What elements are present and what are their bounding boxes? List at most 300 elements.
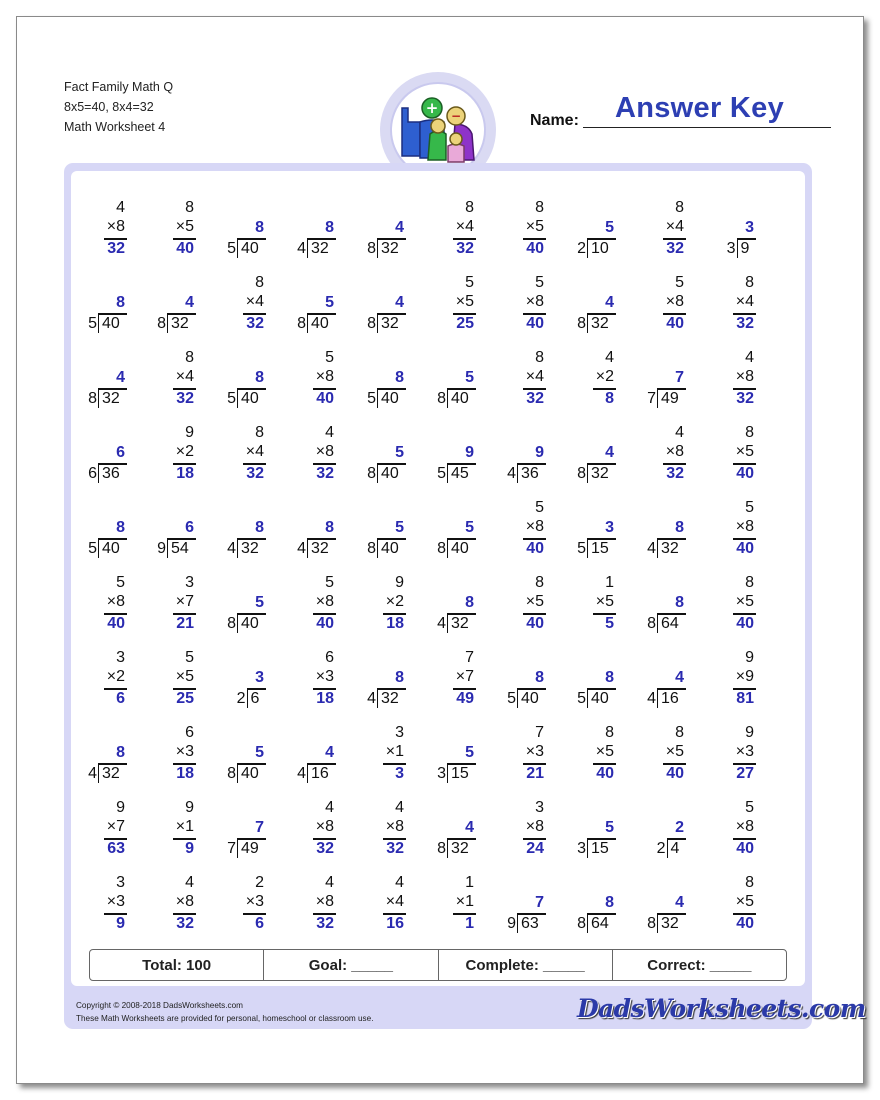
quotient-answer: 8: [325, 219, 334, 236]
product-answer: 40: [736, 465, 754, 482]
division-problem: [114, 294, 194, 334]
multiplicand: 5: [325, 574, 334, 591]
product-answer: 32: [666, 465, 684, 482]
dividend: 16: [311, 765, 329, 782]
multiplication-problem: [55, 574, 125, 634]
division-problem: [464, 669, 544, 709]
multiplicand: 4: [325, 874, 334, 891]
multiplier: ×8: [665, 443, 684, 460]
multiplicand: 5: [325, 349, 334, 366]
divisor: 8: [157, 315, 166, 332]
division-problem: [534, 669, 614, 709]
product-answer: 32: [246, 315, 264, 332]
answer-key-label: Answer Key: [615, 92, 785, 124]
product-answer: 8: [605, 390, 614, 407]
multiplier: ×8: [735, 368, 754, 385]
multiplication-problem: [194, 874, 264, 934]
dividend: 32: [661, 540, 679, 557]
divisor: 8: [88, 390, 97, 407]
dividend: 32: [171, 315, 189, 332]
divisor: 4: [647, 690, 656, 707]
divisor: 8: [367, 465, 376, 482]
division-problem: [534, 819, 614, 859]
dividend: 32: [451, 615, 469, 632]
correct-cell[interactable]: Correct: _____: [647, 956, 752, 974]
dividend: 36: [102, 465, 120, 482]
divisor: 9: [157, 540, 166, 557]
product-answer: 32: [666, 240, 684, 257]
multiplier: ×8: [315, 818, 334, 835]
divisor: 8: [437, 540, 446, 557]
dividend: 40: [451, 390, 469, 407]
multiplier: ×3: [175, 743, 194, 760]
multiplication-problem: [264, 799, 334, 859]
multiplier: ×8: [665, 293, 684, 310]
multiplication-problem: [124, 424, 194, 484]
quotient-answer: 7: [535, 894, 544, 911]
division-problem: [464, 894, 544, 934]
multiplier: ×2: [106, 668, 125, 685]
division-problem: [464, 444, 544, 484]
dividend: 36: [521, 465, 539, 482]
dividend: 40: [521, 690, 539, 707]
dividend: 4: [670, 840, 680, 857]
divisor: 8: [227, 765, 236, 782]
dividend: 63: [521, 915, 539, 932]
multiplication-problem: [474, 349, 544, 409]
quotient-answer: 5: [465, 369, 474, 386]
division-problem: [394, 369, 474, 409]
multiplier: ×8: [315, 368, 334, 385]
multiplicand: 8: [185, 199, 194, 216]
multiplier: ×3: [315, 668, 334, 685]
product-answer: 40: [736, 540, 754, 557]
division-problem: [534, 219, 614, 259]
divisor: 5: [88, 315, 97, 332]
multiplicand: 4: [116, 199, 125, 216]
quotient-answer: 4: [185, 294, 194, 311]
quotient-answer: 5: [255, 744, 264, 761]
dividend: 40: [241, 240, 259, 257]
divisor: 3: [726, 240, 736, 257]
multiplicand: 8: [255, 424, 264, 441]
multiplier: ×3: [245, 893, 264, 910]
product-answer: 40: [316, 390, 334, 407]
multiplier: ×1: [385, 743, 404, 760]
product-answer: 9: [116, 915, 125, 932]
divisor: 8: [437, 390, 446, 407]
multiplication-problem: [614, 274, 684, 334]
divisor: 4: [297, 240, 306, 257]
multiplier: ×2: [385, 593, 404, 610]
divisor: 5: [227, 390, 236, 407]
multiplier: ×5: [735, 893, 754, 910]
product-answer: 32: [246, 465, 264, 482]
division-problem: [394, 519, 474, 559]
worksheet-number: Math Worksheet 4: [64, 120, 166, 134]
multiplier: ×1: [175, 818, 194, 835]
quotient-answer: 7: [255, 819, 264, 836]
quotient-answer: 8: [255, 219, 264, 236]
dividend: 9: [740, 240, 750, 257]
dividend: 32: [661, 915, 679, 932]
divisor: 2: [577, 240, 586, 257]
division-problem: [254, 219, 334, 259]
multiplication-problem: [684, 874, 754, 934]
multiplicand: 4: [185, 874, 194, 891]
quotient-answer: 8: [255, 369, 264, 386]
product-answer: 32: [316, 915, 334, 932]
multiplication-problem: [684, 499, 754, 559]
multiplication-problem: [55, 649, 125, 709]
divisor: 8: [577, 915, 586, 932]
divisor: 7: [227, 840, 236, 857]
complete-cell[interactable]: Complete: _____: [439, 950, 613, 980]
multiplier: ×5: [595, 743, 614, 760]
divisor: 2: [236, 690, 246, 707]
division-problem: [45, 744, 125, 784]
multiplicand: 2: [255, 874, 264, 891]
product-answer: 40: [736, 840, 754, 857]
copyright-block: [76, 999, 373, 1025]
multiplicand: 8: [465, 199, 474, 216]
divisor: 5: [507, 690, 516, 707]
minus-sign: −: [450, 109, 462, 123]
product-answer: 40: [666, 765, 684, 782]
worksheet-title: Fact Family Math Q: [64, 80, 174, 94]
multiplication-problem: [404, 274, 474, 334]
multiplier: ×5: [525, 218, 544, 235]
division-problem: [534, 294, 614, 334]
multiplier: ×1: [455, 893, 474, 910]
dividend: 40: [311, 315, 329, 332]
product-answer: 40: [736, 915, 754, 932]
division-problem: [394, 744, 474, 784]
product-answer: 24: [526, 840, 544, 857]
division-problem: [604, 669, 684, 709]
multiplication-problem: [474, 574, 544, 634]
multiplicand: 9: [395, 574, 404, 591]
copyright-text: Copyright © 2008-2018 DadsWorksheets.com: [76, 1001, 243, 1010]
multiplicand: 3: [116, 649, 125, 666]
division-problem: [534, 894, 614, 934]
quotient-answer: 6: [185, 519, 194, 536]
multiplier: ×5: [735, 443, 754, 460]
dividend: 45: [451, 465, 469, 482]
product-answer: 81: [736, 690, 754, 707]
multiplicand: 4: [395, 799, 404, 816]
multiplicand: 8: [745, 874, 754, 891]
divisor: 4: [647, 540, 656, 557]
multiplicand: 8: [605, 724, 614, 741]
division-problem: [45, 294, 125, 334]
quotient-answer: 9: [465, 444, 474, 461]
division-problem: [394, 444, 474, 484]
division-problem: [604, 519, 684, 559]
divisor: 9: [507, 915, 516, 932]
product-answer: 25: [456, 315, 474, 332]
dividend: 40: [102, 315, 120, 332]
divisor: 8: [577, 315, 586, 332]
division-problem: [604, 894, 684, 934]
division-problem: [45, 369, 125, 409]
quotient-answer: 8: [395, 669, 404, 686]
quotient-answer: 4: [116, 369, 125, 386]
product-answer: 32: [316, 465, 334, 482]
product-answer: 40: [596, 765, 614, 782]
quotient-answer: 4: [395, 294, 404, 311]
quotient-answer: 8: [675, 594, 684, 611]
division-problem: [324, 444, 404, 484]
quotient-answer: 4: [325, 744, 334, 761]
multiplier: ×2: [595, 368, 614, 385]
dividend: 40: [241, 390, 259, 407]
dividend: 32: [311, 540, 329, 557]
division-problem: [184, 519, 264, 559]
multiplication-problem: [55, 199, 125, 259]
quotient-answer: 8: [465, 594, 474, 611]
dividend: 40: [241, 615, 259, 632]
quotient-answer: 4: [465, 819, 474, 836]
multiplier: ×8: [735, 818, 754, 835]
product-answer: 32: [736, 390, 754, 407]
division-problem: [254, 744, 334, 784]
divisor: 4: [367, 690, 376, 707]
divisor: 8: [577, 465, 586, 482]
multiplicand: 9: [185, 424, 194, 441]
product-answer: 40: [526, 315, 544, 332]
dividend: 32: [311, 240, 329, 257]
multiplicand: 9: [745, 724, 754, 741]
multiplicand: 8: [745, 424, 754, 441]
divisor: 3: [577, 840, 586, 857]
divisor: 8: [647, 615, 656, 632]
multiplicand: 7: [535, 724, 544, 741]
multiplicand: 5: [465, 274, 474, 291]
multiplicand: 4: [395, 874, 404, 891]
multiplier: ×3: [525, 743, 544, 760]
multiplicand: 9: [185, 799, 194, 816]
division-problem: [184, 219, 264, 259]
quotient-answer: 8: [325, 519, 334, 536]
multiplicand: 4: [325, 799, 334, 816]
quotient-answer: 4: [605, 444, 614, 461]
product-answer: 21: [526, 765, 544, 782]
dividend: 49: [241, 840, 259, 857]
product-answer: 40: [107, 615, 125, 632]
multiplier: ×8: [735, 518, 754, 535]
multiplier: ×8: [106, 593, 125, 610]
dividend: 40: [381, 390, 399, 407]
goal-cell[interactable]: Goal: _____: [264, 950, 438, 980]
divisor: 8: [227, 615, 236, 632]
dividend: 32: [381, 315, 399, 332]
multiplication-problem: [684, 424, 754, 484]
divisor: 4: [297, 540, 306, 557]
quotient-answer: 4: [395, 219, 404, 236]
multiplier: ×4: [245, 293, 264, 310]
dividend: 16: [661, 690, 679, 707]
product-answer: 18: [316, 690, 334, 707]
brand-logo: DadsWorksheets.com: [577, 994, 866, 1023]
multiplication-problem: [124, 874, 194, 934]
multiplicand: 4: [605, 349, 614, 366]
division-problem: [324, 369, 404, 409]
dividend: 40: [241, 765, 259, 782]
quotient-answer: 5: [395, 444, 404, 461]
multiplier: ×7: [455, 668, 474, 685]
multiplier: ×3: [106, 893, 125, 910]
quotient-answer: 7: [675, 369, 684, 386]
product-answer: 40: [736, 615, 754, 632]
multiplicand: 8: [535, 199, 544, 216]
divisor: 5: [437, 465, 446, 482]
divisor: 3: [437, 765, 446, 782]
divisor: 7: [647, 390, 656, 407]
multiplicand: 4: [745, 349, 754, 366]
divisor: 6: [88, 465, 97, 482]
multiplier: ×7: [175, 593, 194, 610]
product-answer: 40: [316, 615, 334, 632]
multiplier: ×4: [525, 368, 544, 385]
product-answer: 3: [395, 765, 404, 782]
division-problem: [604, 819, 684, 859]
dividend: 15: [591, 540, 609, 557]
quotient-answer: 8: [116, 294, 125, 311]
division-problem: [534, 444, 614, 484]
division-problem: [184, 594, 264, 634]
multiplier: ×5: [175, 668, 194, 685]
quotient-answer: 3: [605, 519, 614, 536]
dividend: 32: [381, 240, 399, 257]
multiplier: ×5: [525, 593, 544, 610]
division-problem: [254, 519, 334, 559]
product-answer: 49: [456, 690, 474, 707]
multiplier: ×8: [525, 518, 544, 535]
quotient-answer: 8: [116, 519, 125, 536]
quotient-answer: 8: [605, 669, 614, 686]
multiplicand: 9: [116, 799, 125, 816]
divisor: 4: [88, 765, 97, 782]
multiplier: ×8: [525, 293, 544, 310]
multiplication-problem: [474, 724, 544, 784]
multiplier: ×8: [385, 818, 404, 835]
quotient-answer: 5: [325, 294, 334, 311]
multiplier: ×2: [175, 443, 194, 460]
product-answer: 32: [526, 390, 544, 407]
multiplicand: 8: [675, 199, 684, 216]
quotient-answer: 3: [255, 669, 264, 686]
dividend: 40: [451, 540, 469, 557]
divisor: 5: [367, 390, 376, 407]
multiplication-problem: [264, 874, 334, 934]
quotient-answer: 8: [675, 519, 684, 536]
product-answer: 18: [176, 765, 194, 782]
multiplier: ×4: [245, 443, 264, 460]
divisor: 5: [577, 690, 586, 707]
quotient-answer: 6: [116, 444, 125, 461]
multiplication-problem: [614, 724, 684, 784]
division-problem: [324, 519, 404, 559]
product-answer: 32: [107, 240, 125, 257]
product-answer: 32: [386, 840, 404, 857]
dividend: 32: [381, 690, 399, 707]
product-answer: 25: [176, 690, 194, 707]
multiplicand: 8: [745, 274, 754, 291]
product-answer: 16: [386, 915, 404, 932]
divisor: 5: [88, 540, 97, 557]
quotient-answer: 4: [675, 894, 684, 911]
multiplication-problem: [614, 424, 684, 484]
quotient-answer: 5: [465, 744, 474, 761]
divisor: 4: [507, 465, 516, 482]
dividend: 6: [250, 690, 260, 707]
dividend: 15: [591, 840, 609, 857]
quotient-answer: 8: [395, 369, 404, 386]
multiplier: ×4: [735, 293, 754, 310]
multiplier: ×7: [106, 818, 125, 835]
product-answer: 32: [736, 315, 754, 332]
multiplier: ×5: [175, 218, 194, 235]
division-problem: [394, 594, 474, 634]
dividend: 15: [451, 765, 469, 782]
multiplication-problem: [684, 274, 754, 334]
product-answer: 32: [456, 240, 474, 257]
multiplicand: 4: [325, 424, 334, 441]
multiplicand: 1: [465, 874, 474, 891]
multiplier: ×4: [455, 218, 474, 235]
dividend: 64: [661, 615, 679, 632]
multiplicand: 8: [255, 274, 264, 291]
division-problem: [114, 519, 194, 559]
divisor: 2: [656, 840, 666, 857]
multiplicand: 8: [535, 349, 544, 366]
multiplier: ×5: [595, 593, 614, 610]
multiplication-problem: [544, 724, 614, 784]
product-answer: 27: [736, 765, 754, 782]
division-problem: [604, 594, 684, 634]
score-bar: [89, 949, 787, 981]
multiplier: ×8: [315, 593, 334, 610]
quotient-answer: 4: [675, 669, 684, 686]
multiplier: ×4: [385, 893, 404, 910]
multiplicand: 8: [675, 724, 684, 741]
divisor: 4: [437, 615, 446, 632]
multiplication-problem: [684, 724, 754, 784]
divisor: 5: [577, 540, 586, 557]
division-problem: [534, 519, 614, 559]
division-problem: [45, 444, 125, 484]
division-problem: [184, 369, 264, 409]
multiplication-problem: [684, 649, 754, 709]
quotient-answer: 5: [395, 519, 404, 536]
quotient-answer: 8: [535, 669, 544, 686]
dividend: 40: [381, 465, 399, 482]
quotient-answer: 2: [675, 819, 684, 836]
dividend: 40: [102, 540, 120, 557]
division-problem: [45, 519, 125, 559]
multiplier: ×4: [175, 368, 194, 385]
quotient-answer: 8: [116, 744, 125, 761]
multiplier: ×8: [525, 818, 544, 835]
multiplicand: 5: [745, 799, 754, 816]
product-answer: 40: [176, 240, 194, 257]
multiplication-problem: [684, 574, 754, 634]
divisor: 5: [227, 240, 236, 257]
multiplicand: 5: [675, 274, 684, 291]
product-answer: 32: [176, 390, 194, 407]
multiplier: ×5: [455, 293, 474, 310]
